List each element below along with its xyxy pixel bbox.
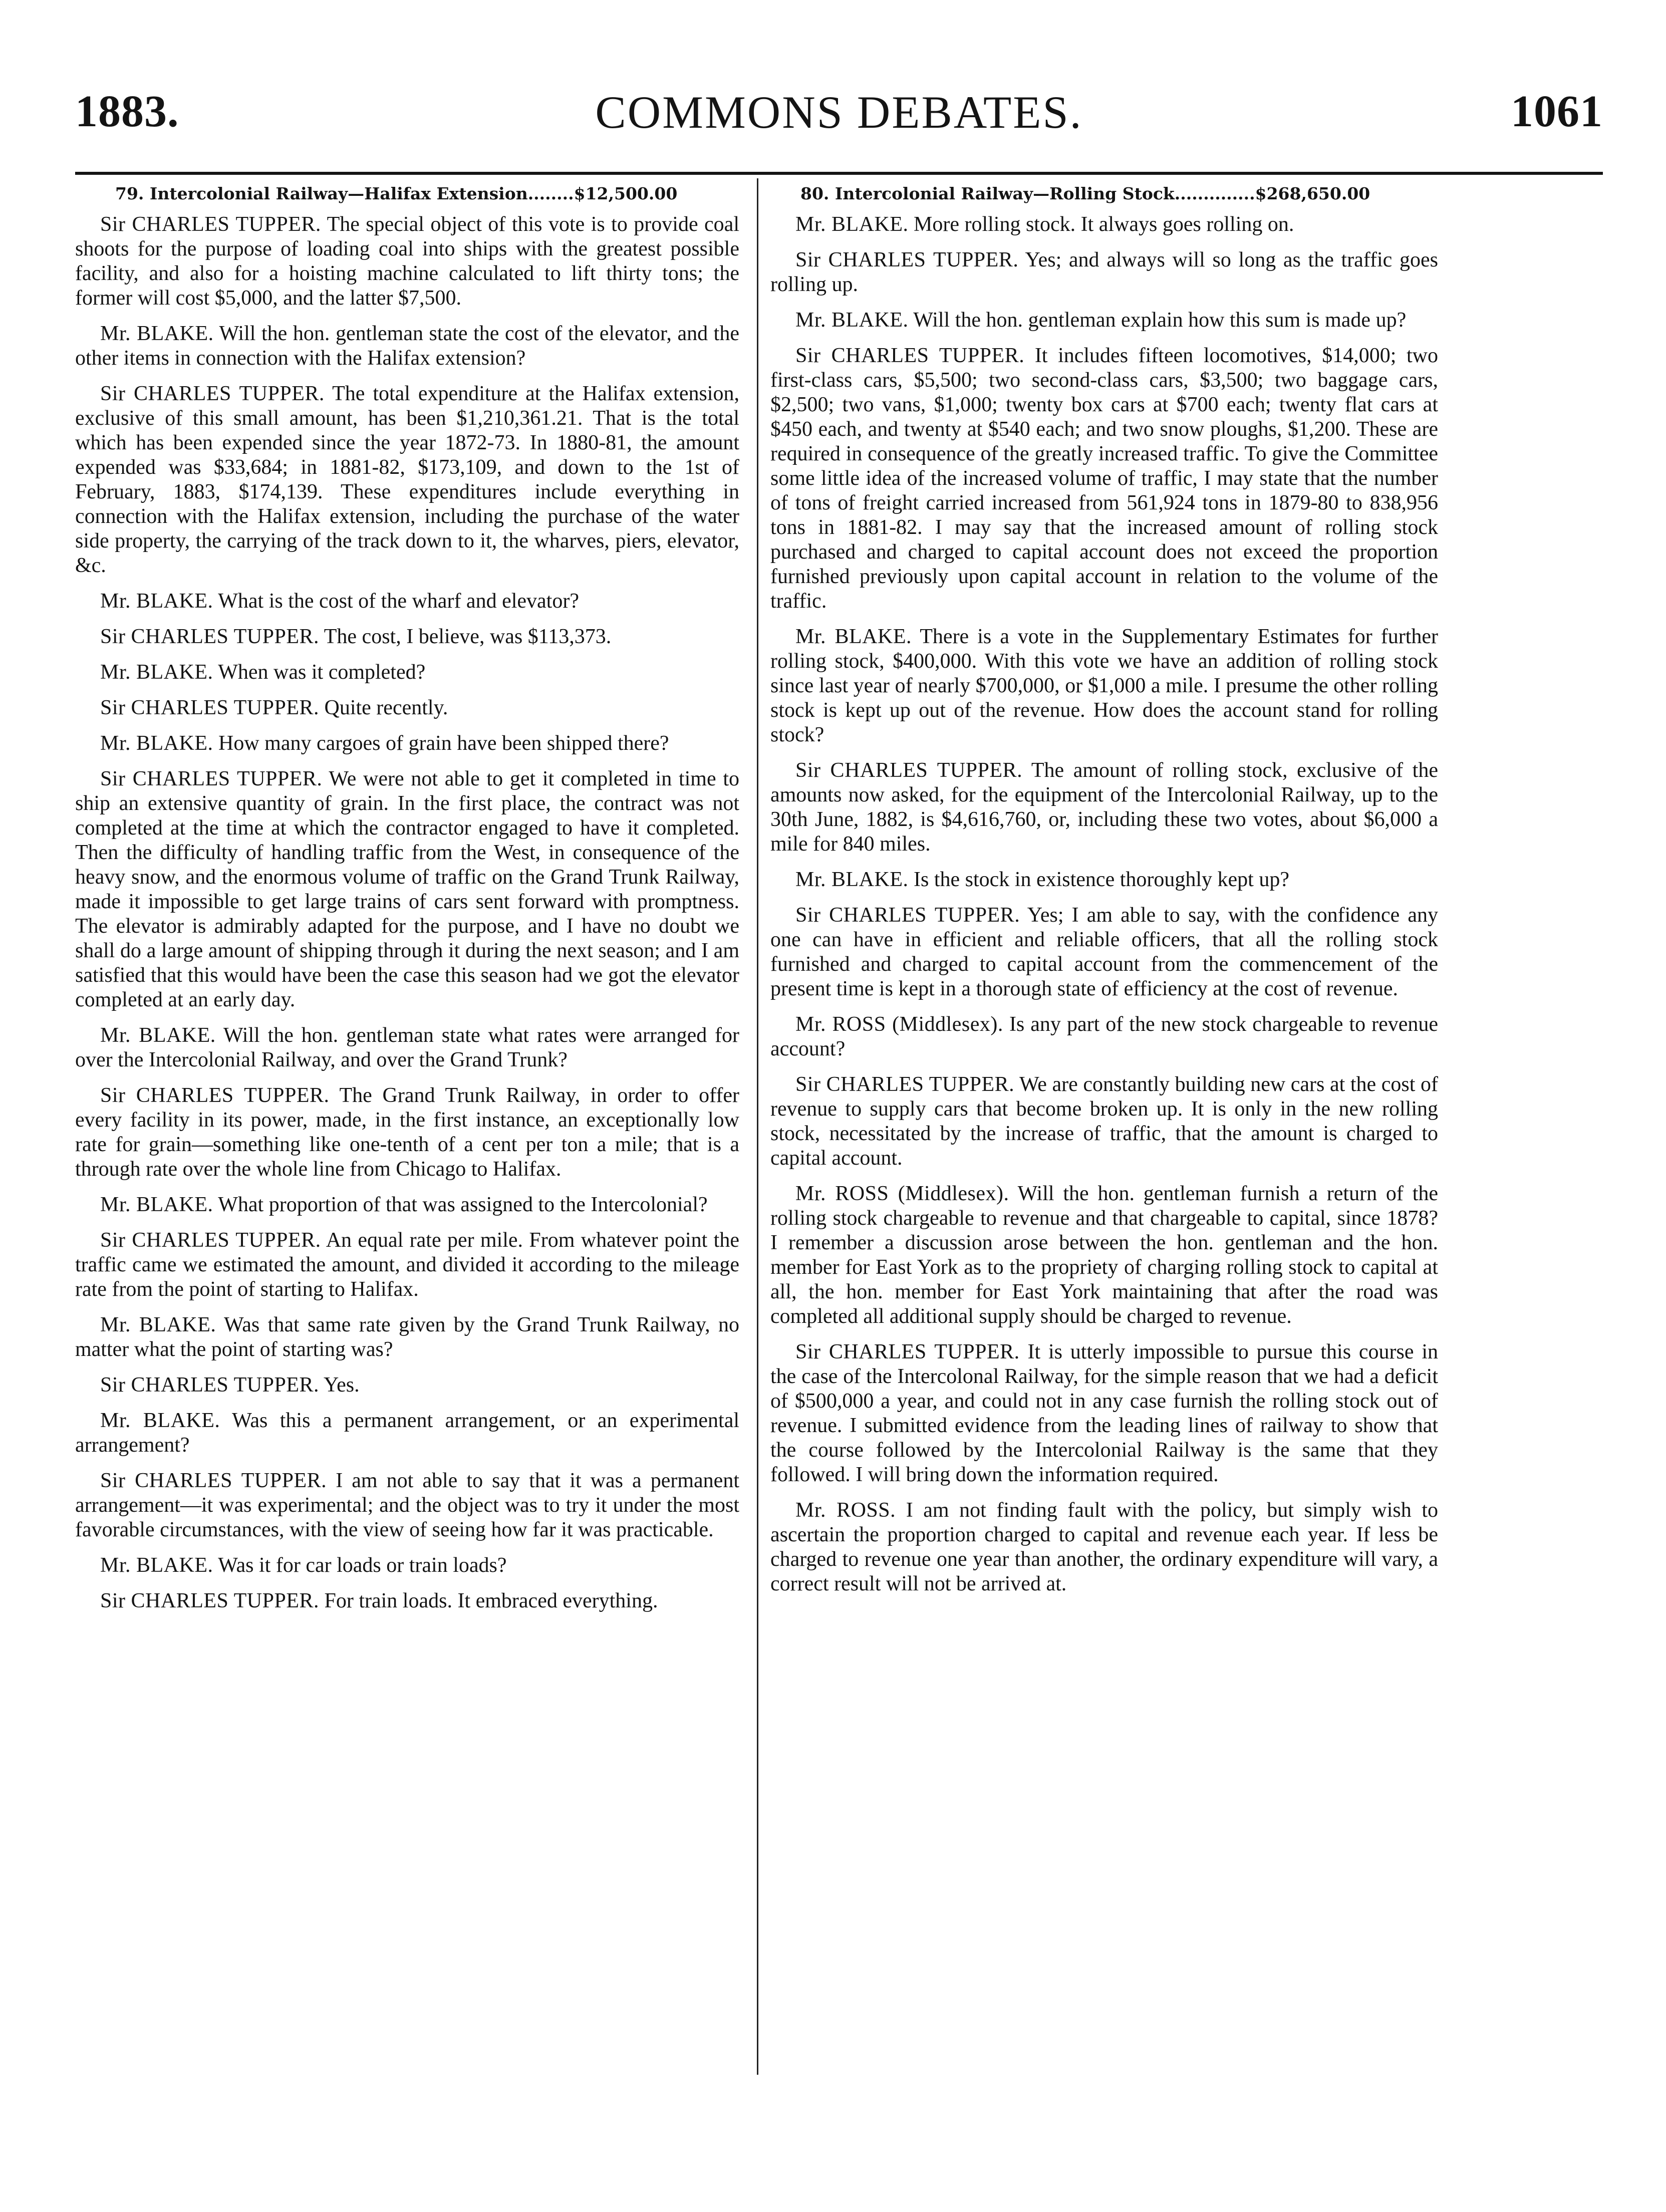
speaker-name: Mr. ROSS (Middlesex). (795, 1182, 1009, 1205)
debate-paragraph (75, 382, 739, 578)
debate-paragraph (75, 696, 739, 720)
page-header (75, 89, 1603, 164)
speaker-name: Sir CHARLES TUPPER. (100, 382, 325, 405)
debate-paragraph (770, 248, 1438, 297)
debate-paragraph (770, 868, 1438, 892)
speech-text: I am not able to say that it was a permanent arrangement—it was experimental; and the object was to try it under the most favorable circumstances, with the view of seeing how far it was practicable. (75, 1469, 739, 1541)
speaker-name: Mr. BLAKE. (100, 1313, 216, 1336)
speaker-name: Sir CHARLES TUPPER. (100, 1469, 327, 1492)
speaker-name: Mr. BLAKE. (100, 1554, 213, 1577)
debate-paragraph (75, 1589, 739, 1613)
speaker-name: Mr. BLAKE. (795, 213, 909, 236)
speaker-name: Sir CHARLES TUPPER. (795, 1073, 1015, 1096)
speaker-name: Mr. BLAKE. (100, 1193, 213, 1216)
speaker-name: Mr. BLAKE. (100, 322, 214, 345)
speaker-name: Sir CHARLES TUPPER. (795, 1340, 1020, 1363)
debate-paragraph (75, 589, 739, 614)
header-rule (75, 172, 1603, 175)
speech-text: Is the stock in existence thoroughly kept up? (914, 868, 1289, 891)
debate-paragraph (75, 1193, 739, 1217)
speaker-name: Mr. BLAKE. (100, 1409, 220, 1432)
speech-text: Quite recently. (324, 696, 448, 719)
speaker-name: Mr. ROSS. (795, 1499, 896, 1522)
speaker-name: Sir CHARLES TUPPER. (100, 1229, 321, 1252)
debate-paragraph (75, 1409, 739, 1458)
left-column (75, 181, 739, 1624)
speaker-name: Mr. ROSS (Middlesex). (795, 1013, 1003, 1036)
speech-text: Yes. (323, 1373, 360, 1397)
debate-paragraph (75, 625, 739, 649)
speaker-name: Sir CHARLES TUPPER. (100, 767, 323, 790)
speech-text: The cost, I believe, was $113,373. (324, 625, 612, 648)
speaker-name: Mr. BLAKE. (795, 309, 909, 332)
speech-text: An equal rate per mile. From whatever point the traffic came we estimated the amount, and divided it according to the mileage rate from the point of starting to Halifax. (75, 1229, 739, 1301)
speech-text: Will the hon. gentleman furnish a return of the rolling stock chargeable to revenue and that chargeable to capital, since 1878? I remember a discussion arose between the hon. gentleman and the hon. member for East York as to the propriety of charging rolling stock to capital at all, the hon. member for East York maintaining that after the road was completed all additional supply should be charged to revenue. (770, 1182, 1439, 1328)
speech-text: What proportion of that was assigned to the Intercolonial? (218, 1193, 708, 1216)
speech-text: It includes fifteen locomotives, $14,000; two first-class cars, $5,500; two second-class cars, $3,500; two baggage cars, $2,500; two vans, $1,000; twenty box cars at $700 each; twenty flat cars at $450 each, and twenty at $540 each; and two snow ploughs, $1,200. These are required in consequence of the greatly increased traffic. To give the Committee some little idea of the increased volume of traffic, I may state that the number of tons of freight carried increased from 561,924 tons in 1879-80 to 838,956 tons in 1881-82. I may say that the increased amount of rolling stock purchased and charged to capital account does not exceed the proportion furnished previously upon capital account in relation to the volume of the traffic. (770, 344, 1439, 613)
debate-paragraph (770, 344, 1438, 614)
right-column (770, 181, 1438, 1607)
speech-text: Is any part of the new stock chargeable to revenue account? (770, 1013, 1439, 1060)
speech-text: How many cargoes of grain have been shipped there? (218, 732, 669, 755)
speaker-name: Mr. BLAKE. (100, 590, 213, 613)
speaker-name: Sir CHARLES TUPPER. (100, 1084, 330, 1107)
speaker-name: Mr. BLAKE. (795, 868, 909, 891)
speaker-name: Mr. BLAKE. (100, 1024, 216, 1047)
speech-text: The total expenditure at the Halifax extension, exclusive of this small amount, has been $1,210,361.21. That is the total which has been expended since the year 1872-73. In 1880-81, the amount expended was $33,684; in 1881-82, $173,109, and down to the 1st of February, 1883, $174,139. These expenditures include everything in connection with the Halifax extension, including the purchase of the water side property, the carrying of the track down to it, the wharves, piers, elevator, &c. (75, 382, 739, 577)
speech-text: More rolling stock. It always goes rolling on. (914, 213, 1294, 236)
header-year: 1883. (75, 87, 179, 136)
speaker-name: Sir CHARLES TUPPER. (795, 759, 1023, 782)
header-page-number: 1061 (1511, 87, 1603, 136)
speech-text: We are constantly building new cars at the cost of revenue to supply cars that become broken up. It is only in the new rolling stock, necessitated by the increase of traffic, that the amount is charged to capital account. (770, 1073, 1438, 1170)
speaker-name: Sir CHARLES TUPPER. (100, 213, 321, 236)
speaker-name: Mr. BLAKE. (100, 661, 213, 684)
debate-paragraph (770, 1182, 1438, 1329)
debate-paragraph (75, 1469, 739, 1542)
speech-text: Will the hon. gentleman state the cost of the elevator, and the other items in connection with the Halifax extension? (75, 322, 739, 370)
debate-paragraph (770, 212, 1438, 237)
speech-text: Was it for car loads or train loads? (218, 1554, 507, 1577)
debate-paragraph (75, 1023, 739, 1072)
speech-text: It is utterly impossible to pursue this course in the case of the Intercolonal Railway, for the simple reason that we had a deficit of $500,000 a year, and could not in any case furnish the rolling stock out of revenue. I submitted evidence from the leading lines of railway to show that the course followed by the Intercolonial Railway is the same that they followed. I will bring down the information required. (770, 1340, 1438, 1486)
speaker-name: Sir CHARLES TUPPER. (795, 248, 1019, 271)
speech-text: Was that same rate given by the Grand Trunk Railway, no matter what the point of starting was? (75, 1313, 739, 1361)
debate-paragraph (75, 767, 739, 1012)
debate-paragraph (770, 1012, 1438, 1061)
speech-text: Yes; and always will so long as the traffic goes rolling up. (770, 248, 1438, 296)
speaker-name: Sir CHARLES TUPPER. (100, 625, 319, 648)
speaker-name: Sir CHARLES TUPPER. (795, 904, 1020, 927)
debate-paragraph (75, 731, 739, 756)
speech-text: We were not able to get it completed in time to ship an extensive quantity of grain. In the first place, the contract was not completed at the time at which the contractor engaged to have it completed. Then the difficulty of handling traffic from the West, in consequence of the heavy snow, and the enormous volume of traffic on the Grand Trunk Railway, made it impossible to get large trains of cars sent forward with promptness. The elevator is admirably adapted for the purpose, and I have no doubt we shall do a large amount of shipping through it during the next season; and I am satisfied that this would have been the case this season had we got the elevator completed at an early day. (75, 767, 739, 1011)
debate-paragraph (75, 660, 739, 685)
speaker-name: Sir CHARLES TUPPER. (100, 1589, 319, 1612)
debate-paragraph (75, 1373, 739, 1398)
speech-text: Will the hon. gentleman explain how this sum is made up? (913, 309, 1407, 332)
debate-paragraph (770, 308, 1438, 333)
vote-heading: 79. Intercolonial Railway—Halifax Extension........$12,500.00 (115, 184, 678, 203)
left-paragraphs (75, 212, 739, 1613)
debate-paragraph (75, 1083, 739, 1182)
speaker-name: Sir CHARLES TUPPER. (795, 344, 1025, 367)
speech-text: Will the hon. gentleman state what rates were arranged for over the Intercolonial Railway, and over the Grand Trunk? (75, 1024, 739, 1071)
speech-text: What is the cost of the wharf and elevator? (218, 590, 579, 613)
debate-paragraph (75, 212, 739, 311)
header-title: COMMONS DEBATES. (595, 87, 1083, 138)
debate-paragraph (770, 625, 1438, 747)
column-divider (757, 178, 758, 2075)
speaker-name: Mr. BLAKE. (100, 732, 213, 755)
right-paragraphs (770, 212, 1438, 1596)
speech-text: When was it completed? (218, 661, 426, 684)
vote-heading: 80. Intercolonial Railway—Rolling Stock..............$268,650.00 (800, 184, 1370, 203)
speech-text: I am not finding fault with the policy, but simply wish to ascertain the proportion charged to capital and revenue each year. If less be charged to revenue one year than another, the ordinary expenditure will vary, a correct result will not be arrived at. (770, 1499, 1439, 1595)
debate-paragraph (770, 1498, 1438, 1596)
debate-paragraph (770, 1340, 1438, 1487)
speech-text: For train loads. It embraced everything. (324, 1589, 658, 1612)
speech-text: Yes; I am able to say, with the confidence any one can have in efficient and reliable officers, that all the rolling stock furnished and charged to capital account from the commencement of the present time is kept in a thorough state of efficiency at the cost of revenue. (770, 904, 1438, 1000)
speech-text: The Grand Trunk Railway, in order to offer every facility in its power, made, in the first instance, an exceptionally low rate for grain—something like one-tenth of a cent per ton a mile; that is a through rate over the whole line from Chicago to Halifax. (75, 1084, 739, 1181)
speech-text: The special object of this vote is to provide coal shoots for the purpose of loading coal into ships with the greatest possible facility, and also for a hoisting machine calculated to lift thirty tons; the former will cost $5,000, and the latter $7,500. (75, 213, 739, 310)
debate-paragraph (770, 1072, 1438, 1171)
speech-text: There is a vote in the Supplementary Estimates for further rolling stock, $400,000. With this vote we have an addition of rolling stock since last year of nearly $700,000, or $1,000 a mile. I presume the other rolling stock is kept up out of the revenue. How does the account stand for rolling stock? (770, 625, 1438, 746)
debate-paragraph (75, 322, 739, 371)
debate-paragraph (75, 1553, 739, 1578)
speech-text: The amount of rolling stock, exclusive of the amounts now asked, for the equipment of the Intercolonial Railway, up to the 30th June, 1882, is $4,616,760, or, including these two votes, about $6,000 a mile for 840 miles. (770, 759, 1438, 856)
debate-paragraph (770, 903, 1438, 1001)
debate-paragraph (75, 1228, 739, 1302)
debate-paragraph (75, 1313, 739, 1362)
debate-paragraph (770, 758, 1438, 857)
speaker-name: Sir CHARLES TUPPER. (100, 696, 319, 719)
speech-text: Was this a permanent arrangement, or an experimental arrangement? (75, 1409, 740, 1457)
speaker-name: Mr. BLAKE. (795, 625, 912, 648)
speaker-name: Sir CHARLES TUPPER. (100, 1373, 319, 1397)
